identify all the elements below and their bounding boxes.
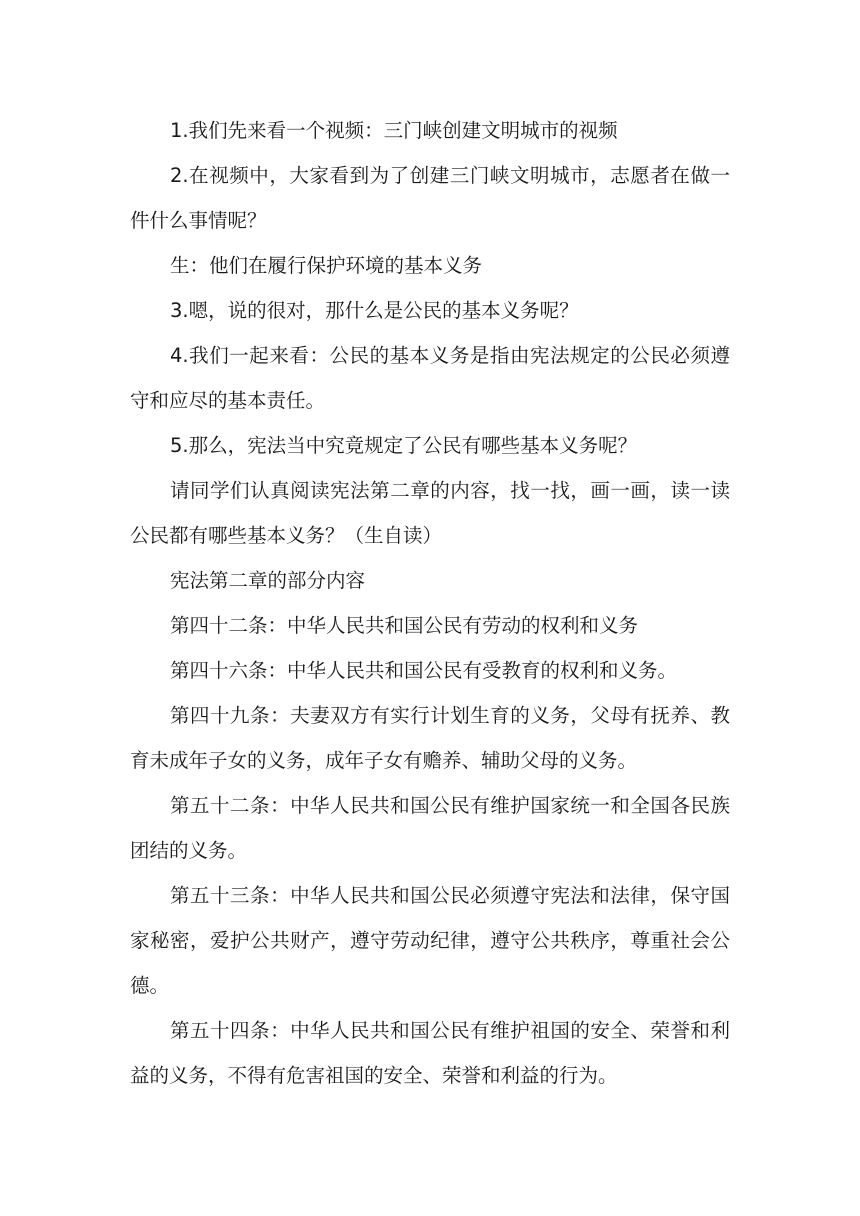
paragraph-article-54: 第五十四条：中华人民共和国公民有维护祖国的安全、荣誉和利益的义务，不得有危害祖国的安全、荣誉和利益的行为。 — [130, 1019, 730, 1087]
paragraph-article-42: 第四十二条：中华人民共和国公民有劳动的权利和义务 — [170, 614, 639, 637]
paragraph-article-52: 第五十二条：中华人民共和国公民有维护国家统一和全国各民族团结的义务。 — [130, 794, 730, 862]
paragraph-chapter-heading: 宪法第二章的部分内容 — [170, 569, 366, 592]
paragraph-video-intro: 1.我们先来看一个视频：三门峡创建文明城市的视频 — [170, 119, 618, 142]
paragraph-constitution-question: 5.那么，宪法当中究竟规定了公民有哪些基本义务呢？ — [170, 434, 638, 457]
paragraph-article-46: 第四十六条：中华人民共和国公民有受教育的权利和义务。 — [170, 659, 678, 682]
paragraph-basic-duty-definition: 4.我们一起来看：公民的基本义务是指由宪法规定的公民必须遵守和应尽的基本责任。 — [130, 344, 730, 412]
paragraph-reading-instruction: 请同学们认真阅读宪法第二章的内容，找一找，画一画，读一读公民都有哪些基本义务？（生自读） — [130, 479, 730, 547]
paragraph-article-49: 第四十九条：夫妻双方有实行计划生育的义务，父母有抚养、教育未成年子女的义务，成年子女有赡养、辅助父母的义务。 — [130, 704, 730, 772]
paragraph-volunteer-question: 2.在视频中，大家看到为了创建三门峡文明城市，志愿者在做一件什么事情呢？ — [130, 164, 730, 232]
paragraph-basic-duty-question: 3.嗯，说的很对，那什么是公民的基本义务呢？ — [170, 299, 579, 322]
paragraph-student-answer: 生：他们在履行保护环境的基本义务 — [170, 254, 483, 277]
paragraph-article-53: 第五十三条：中华人民共和国公民必须遵守宪法和法律，保守国家秘密，爱护公共财产，遵守劳动纪律，遵守公共秩序，尊重社会公德。 — [130, 884, 730, 997]
document-body — [130, 108, 730, 1098]
